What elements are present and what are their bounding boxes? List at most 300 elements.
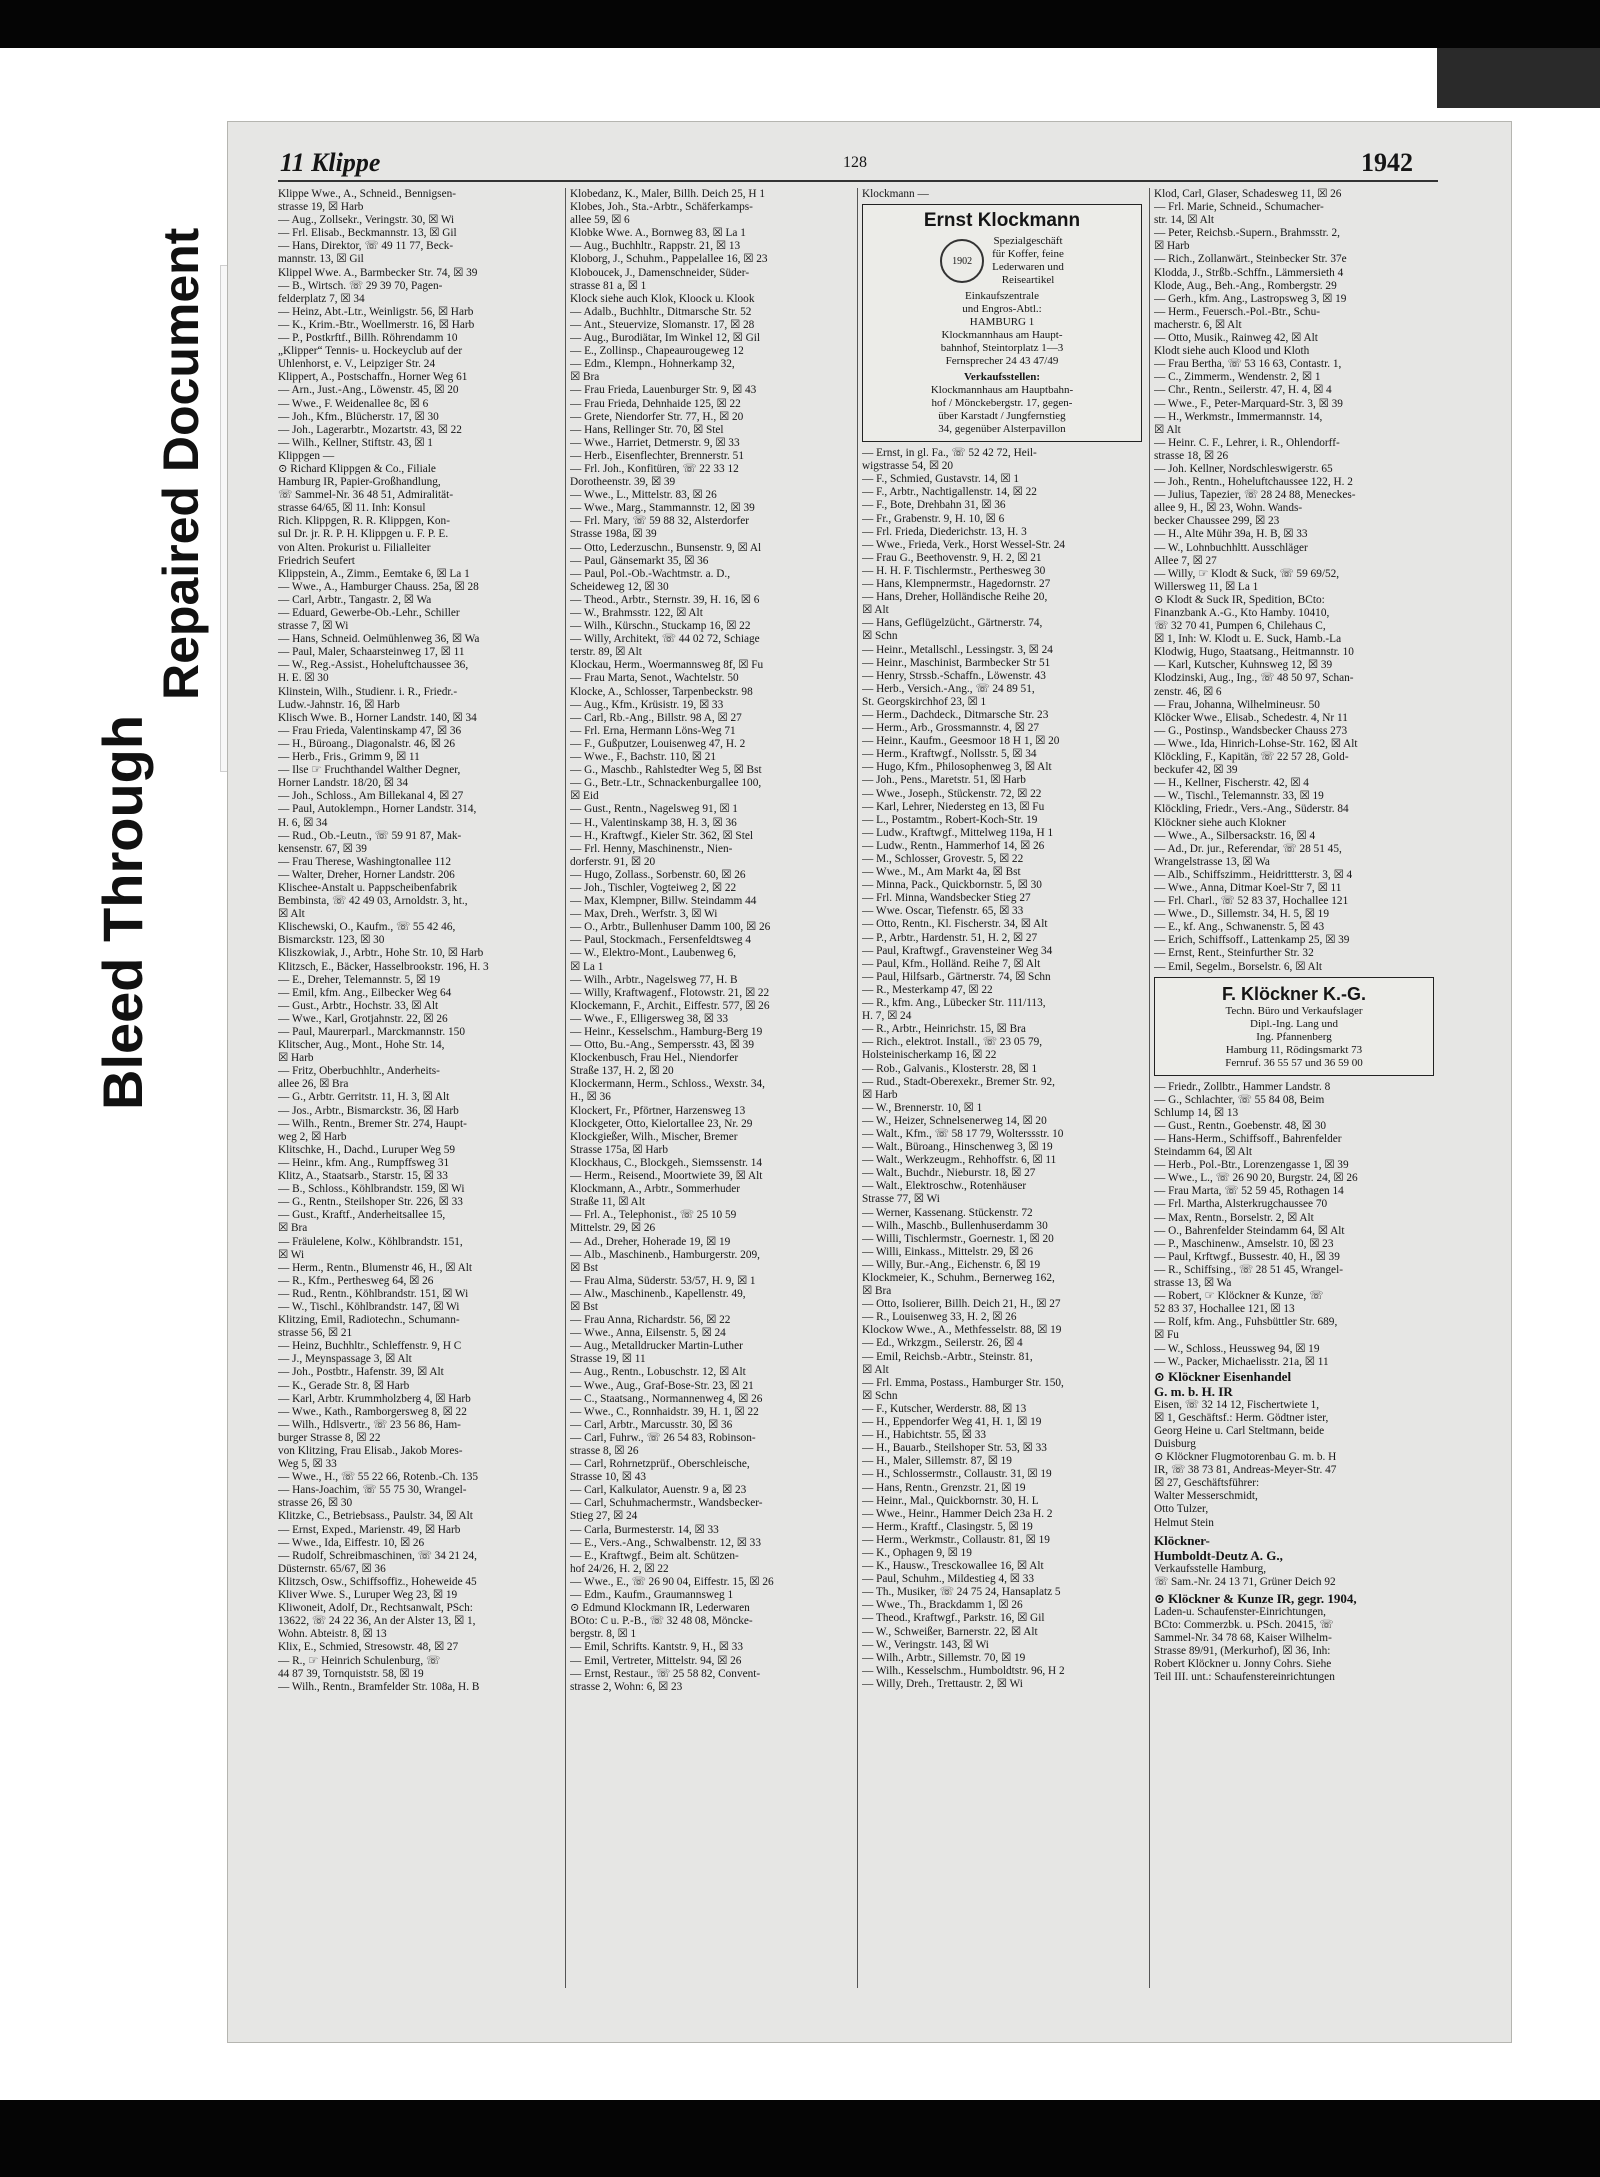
directory-entry: — Wwe., Th., Brackdamm 1, ☒ 26 <box>862 1599 1023 1612</box>
directory-entry: — Paul, Schuhm., Mildestieg 4, ☒ 33 <box>862 1573 1035 1586</box>
directory-entry: — Eduard, Gewerbe-Ob.-Lehr., Schiller <box>278 607 460 619</box>
seal-year: 1902 <box>952 255 973 267</box>
directory-entry: Klitscher, Aug., Mont., Hohe Str. 14, <box>278 1039 445 1052</box>
directory-entry: — Frl. Elisab., Beckmannstr. 13, ☒ Gil <box>278 227 457 240</box>
column-2 <box>570 188 850 1694</box>
directory-entry: — Hans-Herm., Schiffsoff., Bahrenfelder <box>1154 1133 1342 1145</box>
directory-entry: Klitzke, C., Betriebsass., Paulstr. 34, ☒ Alt <box>278 1510 473 1523</box>
directory-entry: Kliver Wwe. S., Luruper Weg 23, ☒ 19 <box>278 1589 458 1602</box>
directory-entry: weg 2, ☒ Harb <box>278 1130 347 1143</box>
directory-entry: macherstr. 6, ☒ Alt <box>1154 318 1242 331</box>
directory-entry: — E., Zollinsp., Chapeaurougeweg 12 <box>570 345 744 358</box>
directory-entry: — Herm., Kraftf., Clasingstr. 5, ☒ 19 <box>862 1520 1033 1533</box>
directory-entry: Klodzinski, Aug., Ing., ☏ 48 50 97, Schan- <box>1154 672 1354 685</box>
directory-entry: zenstr. 46, ☒ 6 <box>1154 685 1222 698</box>
ad-line: 34, gegenüber Alsterpavillon <box>938 423 1066 436</box>
directory-entry: Klitzing, Emil, Radiotechn., Schumann- <box>278 1314 460 1327</box>
directory-entry: — Heinr., Maschinist, Barmbecker Str 51 <box>862 656 1051 669</box>
directory-entry: — Walt., Werkzeugm., Rehhoffstr. 6, ☒ 11 <box>862 1154 1057 1167</box>
directory-entry: — Rob., Galvanis., Klosterstr. 28, ☒ 1 <box>862 1062 1038 1075</box>
directory-entry: — Heinr., Metallschl., Lessingstr. 3, ☒ 24 <box>862 643 1053 656</box>
directory-entry: — W., Heizer, Schnelsenerweg 14, ☒ 20 <box>862 1114 1047 1127</box>
directory-entry: — Karl, Arbtr. Krummholzberg 4, ☒ Harb <box>278 1392 471 1405</box>
ad-line: Fernruf. 36 55 57 und 36 59 00 <box>1225 1056 1363 1069</box>
directory-entry: — Walt., Buchdr., Nieburstr. 18, ☒ 27 <box>862 1167 1036 1180</box>
directory-entry: — O., Bahrenfelder Steindamm 64, ☒ Alt <box>1154 1224 1345 1237</box>
directory-entry: ☒ Alt <box>862 1363 889 1376</box>
directory-entry: ☒ Bra <box>570 371 600 384</box>
directory-entry: ☒ Schn <box>862 1389 898 1402</box>
directory-entry: Klitz, A., Staatsarb., Starstr. 15, ☒ 33 <box>278 1170 448 1183</box>
ad-line: Ing. Pfannenberg <box>1256 1030 1332 1043</box>
directory-entry: — Max, Dreh., Werfstr. 3, ☒ Wi <box>570 908 718 921</box>
directory-entry: — Willy, Kraftwagenf., Flotowstr. 21, ☒ 22 <box>570 986 770 999</box>
directory-entry: — Ant., Steuervize, Slomanstr. 17, ☒ 28 <box>570 318 755 331</box>
directory-entry: H. 6, ☒ 34 <box>278 816 328 829</box>
ad-sales-title: Verkaufsstellen: <box>964 371 1040 384</box>
directory-entry: — P., Maschinenw., Amselstr. 10, ☒ 23 <box>1154 1237 1334 1250</box>
directory-entry: — H., Maler, Sillemstr. 87, ☒ 19 <box>862 1455 1012 1468</box>
directory-entry: — W., Veringstr. 143, ☒ Wi <box>862 1638 989 1651</box>
directory-entry: Ludw.-Jahnstr. 16, ☒ Harb <box>278 698 400 711</box>
ad-description <box>992 235 1064 287</box>
directory-entry: — Peter, Reichsb.-Supern., Brahmsstr. 2, <box>1154 227 1340 240</box>
directory-page <box>228 122 1511 2042</box>
directory-entry: Kloboucek, J., Damenschneider, Süder- <box>570 266 750 279</box>
ad-line: Spezialgeschäft <box>993 235 1063 248</box>
directory-entry: ☒ 1, Inh: W. Klodt u. E. Suck, Hamb.-La <box>1154 633 1342 646</box>
directory-entry: ☒ Alt <box>862 604 889 617</box>
directory-entry: — Carl, Rb.-Ang., Billstr. 98 A, ☒ 27 <box>570 711 742 724</box>
directory-entry: ☒ 27, Geschäftsführer: <box>1154 1477 1260 1490</box>
directory-entry: — Th., Musiker, ☏ 24 75 24, Hansaplatz 5 <box>862 1586 1061 1599</box>
directory-entry: Klöckner siehe auch Klokner <box>1154 816 1287 829</box>
directory-entry: — Heinr., kfm. Ang., Rumpffsweg 31 <box>278 1156 450 1169</box>
directory-entry: — Herm., Werkmstr., Collaustr. 81, ☒ 19 <box>862 1533 1050 1546</box>
directory-entry: Klischewski, O., Kaufm., ☏ 55 42 46, <box>278 921 456 934</box>
directory-entry: — Joh. Kellner, Nordschleswigerstr. 65 <box>1154 462 1333 475</box>
directory-entry: — Wwe., Heinr., Hammer Deich 23a H. 2 <box>862 1507 1053 1520</box>
directory-entry: Klode, Aug., Beh.-Ang., Rombergstr. 29 <box>1154 279 1337 292</box>
directory-entry: ⊙ Edmund Klockmann IR, Lederwaren <box>570 1602 750 1615</box>
ad-line: HAMBURG 1 <box>969 316 1035 329</box>
directory-entry: — Emil, kfm. Ang., Eilbecker Weg 64 <box>278 986 452 999</box>
directory-entry: — G., Rentn., Steilshoper Str. 226, ☒ 33 <box>278 1196 463 1209</box>
directory-entry: — Julius, Tapezier, ☏ 28 24 88, Meneckes- <box>1154 489 1356 502</box>
scan-top-border <box>0 0 1600 48</box>
directory-entry: — H. H. F. Tischlermstr., Perthesweg 30 <box>862 564 1046 577</box>
directory-entry: ☒ Harb <box>862 1088 898 1101</box>
directory-entry: — W., Schloss., Heussweg 94, ☒ 19 <box>1154 1342 1320 1355</box>
directory-entry: Wrangelstrasse 13, ☒ Wa <box>1154 855 1270 868</box>
directory-entry: — Wwe., Aug., Graf-Bose-Str. 23, ☒ 21 <box>570 1379 754 1392</box>
entry-heading: Klöckner- <box>1154 1532 1210 1548</box>
directory-entry: — O., Arbtr., Bullenhuser Damm 100, ☒ 26 <box>570 921 771 934</box>
directory-entry: — H., Kraftwgf., Kieler Str. 362, ☒ Stel <box>570 829 754 842</box>
directory-entry: H., ☒ 36 <box>570 1091 611 1104</box>
directory-entry: — Fritz, Oberbuchhltr., Anderheits- <box>278 1065 440 1078</box>
ad-title: F. Klöckner K.-G. <box>1221 983 1367 1004</box>
directory-entry: Laden-u. Schaufenster-Einrichtungen, <box>1154 1605 1326 1618</box>
directory-entry: — H., Schlossermstr., Collaustr. 31, ☒ 19 <box>862 1468 1052 1481</box>
directory-entry: Klockgießer, Wilh., Mischer, Bremer <box>570 1130 738 1143</box>
directory-entry: — Friedr., Zollbtr., Hammer Landstr. 8 <box>1154 1080 1331 1093</box>
directory-entry: — Rud., Stadt-Oberexekr., Bremer Str. 92, <box>862 1075 1055 1088</box>
directory-entry: — Werner, Kassenang. Stückenstr. 72 <box>862 1206 1033 1219</box>
directory-entry: Klockmeier, K., Schuhm., Bernerweg 162, <box>862 1272 1055 1284</box>
directory-entry: — Wwe., Frieda, Verk., Horst Wessel-Str. 24 <box>862 538 1066 551</box>
directory-entry: — K., Krim.-Btr., Woellmerstr. 16, ☒ Harb <box>278 318 475 331</box>
directory-entry: — Willy, Architekt, ☏ 44 02 72, Schiage <box>570 633 760 646</box>
directory-entry: hof 24/26, H. 2, ☒ 22 <box>570 1562 669 1575</box>
directory-entry: — Joh., Schloss., Am Billekanal 4, ☒ 27 <box>278 790 464 803</box>
directory-entry: — Wilh., Rentn., Bramfelder Str. 108a, H. B <box>278 1680 480 1693</box>
directory-entry: Duisburg <box>1154 1437 1196 1450</box>
directory-entry: Klischee-Anstalt u. Pappscheibenfabrik <box>278 881 458 894</box>
directory-entry: — Aug., Buchhltr., Rappstr. 21, ☒ 13 <box>570 240 741 253</box>
directory-entry: — H., Valentinskamp 38, H. 3, ☒ 36 <box>570 816 737 829</box>
directory-entry: — Carl, Arbtr., Marcusstr. 30, ☒ 36 <box>570 1418 733 1431</box>
directory-entry: — Hans, Klempnermstr., Hagedornstr. 27 <box>862 578 1051 591</box>
directory-entry: Klodt siehe auch Klood und Kloth <box>1154 345 1310 358</box>
directory-entry: Klippert, A., Postschaffn., Horner Weg 61 <box>278 371 468 384</box>
directory-entry: Robert Klöckner u. Jonny Cohrs. Siehe <box>1154 1658 1332 1671</box>
directory-entry: — W., Tischl., Telemannstr. 33, ☒ 19 <box>1154 790 1324 803</box>
directory-entry: St. Georgskirchhof 23, ☒ 1 <box>862 695 987 708</box>
directory-entry: Klix, E., Schmied, Stresowstr. 48, ☒ 27 <box>278 1641 459 1654</box>
directory-entry: — Emil, Vertreter, Mittelstr. 94, ☒ 26 <box>570 1654 742 1667</box>
directory-entry: — Wwe., Marg., Stammannstr. 12, ☒ 39 <box>570 502 755 515</box>
directory-entry: — Otto, Rentn., Kl. Fischerstr. 34, ☒ Alt <box>862 918 1048 931</box>
directory-entry: — Alb., Maschinenb., Hamburgerstr. 209, <box>570 1248 760 1261</box>
directory-entry: — Frau Frieda, Lauenburger Str. 9, ☒ 43 <box>570 384 757 397</box>
directory-entry: — Wilh., Maschb., Bullenhuserdamm 30 <box>862 1219 1048 1232</box>
directory-entry: — Paul, Kraftwgf., Gravensteiner Weg 34 <box>862 944 1053 957</box>
directory-entry: — Herm., Feuersch.-Pol.-Btr., Schu- <box>1154 305 1320 318</box>
directory-entry: Kliwoneit, Adolf, Dr., Rechtsanwalt, PSch: <box>278 1602 473 1615</box>
directory-entry: Klippstein, A., Zimm., Eemtake 6, ☒ La 1 <box>278 567 470 580</box>
directory-entry: allee 26, ☒ Bra <box>278 1078 349 1091</box>
directory-entry: Stieg 27, ☒ 24 <box>570 1510 638 1523</box>
directory-entry: — W., Brahmsstr. 122, ☒ Alt <box>570 607 703 619</box>
directory-entry: — C., Staatsang., Normannenweg 4, ☒ 26 <box>570 1392 763 1405</box>
directory-entry: Klöckling, F., Kapitän, ☏ 22 57 28, Gold- <box>1154 751 1349 764</box>
directory-entry: — Joh., Tischler, Vogteiweg 2, ☒ 22 <box>570 881 737 894</box>
directory-entry: — Carl, Rohrnetzprüf., Oberschleische, <box>570 1458 750 1471</box>
directory-entry: — W., Lohnbuchhltt. Ausschläger <box>1154 541 1308 554</box>
directory-entry: Klodwig, Hugo, Staatsang., Heitmannstr. 10 <box>1154 646 1354 659</box>
directory-entry: — Alw., Maschinenb., Kapellenstr. 49, <box>570 1287 746 1300</box>
directory-entry: 52 83 37, Hochallee 121, ☒ 13 <box>1154 1303 1295 1316</box>
directory-entry: — F., Schmied, Gustavstr. 14, ☒ 1 <box>862 473 1020 486</box>
directory-entry: — W., Tischl., Köhlbrandstr. 147, ☒ Wi <box>278 1300 460 1313</box>
directory-entry: Helmut Stein <box>1154 1516 1214 1529</box>
directory-entry: — Wilh., Arbtr., Sillemstr. 70, ☒ 19 <box>862 1651 1026 1664</box>
directory-entry: — G., Betr.-Ltr., Schnackenburgallee 100, <box>570 777 762 790</box>
directory-entry: Walter Messerschmidt, <box>1154 1490 1258 1503</box>
directory-entry: — Rud., Rentn., Köhlbrandstr. 151, ☒ Wi <box>278 1287 469 1300</box>
directory-entry: — Hugo, Zollass., Sorbenstr. 60, ☒ 26 <box>570 868 746 881</box>
directory-entry: burger Strasse 8, ☒ 22 <box>278 1431 381 1444</box>
directory-entry: strasse 18, ☒ 26 <box>1154 449 1229 462</box>
directory-entry: strasse 26, ☒ 30 <box>278 1497 353 1510</box>
directory-entry: — Joh., Postbtr., Hafenstr. 39, ☒ Alt <box>278 1366 444 1379</box>
directory-entry: — Herm., Kraftwgf., Nollsstr. 5, ☒ 34 <box>862 748 1037 761</box>
directory-entry: — Ludw., Kraftwgf., Mittelweg 119a, H 1 <box>862 826 1054 839</box>
directory-entry: ☒ Bra <box>862 1285 892 1298</box>
directory-entry: — Ed., Wrkzgm., Seilerstr. 26, ☒ 4 <box>862 1337 1023 1350</box>
directory-entry: — Wwe., F., Bachstr. 110, ☒ 21 <box>570 751 717 764</box>
directory-entry: — Fr., Grabenstr. 9, H. 10, ☒ 6 <box>862 512 1005 525</box>
directory-entry: — Wwe., Ida, Eiffestr. 10, ☒ 26 <box>278 1536 425 1549</box>
directory-entry: ⊙ Klodt & Suck IR, Spedition, BCto: <box>1154 593 1325 606</box>
directory-entry: Georg Heine u. Carl Steltmann, beide <box>1154 1424 1325 1437</box>
directory-entry: — Ad., Dreher, Hoherade 19, ☒ 19 <box>570 1235 731 1248</box>
directory-entry: Sammel-Nr. 34 78 68, Kaiser Wilhelm- <box>1154 1632 1332 1644</box>
directory-entry: Weg 5, ☒ 33 <box>278 1458 337 1471</box>
directory-entry: Allee 7, ☒ 27 <box>1154 554 1217 567</box>
directory-entry: — Frau G., Beethovenstr. 9, H. 2, ☒ 21 <box>862 551 1042 564</box>
directory-entry: — R., Mesterkamp 47, ☒ 22 <box>862 983 993 996</box>
directory-entry: — Wwe., Anna, Ditmar Koel-Str 7, ☒ 11 <box>1154 881 1342 894</box>
directory-entry: — Herm., Dachdeck., Ditmarsche Str. 23 <box>862 708 1049 721</box>
directory-entry: ☒ Fu <box>1154 1329 1179 1342</box>
directory-entry: von Klitzing, Frau Elisab., Jakob Mores- <box>278 1445 463 1457</box>
directory-entry: — Otto, Musik., Rainweg 42, ☒ Alt <box>1154 332 1318 345</box>
directory-entry: Klisch Wwe. B., Horner Landstr. 140, ☒ 34 <box>278 711 477 724</box>
directory-entry: — Wwe., L., ☏ 26 90 20, Burgstr. 24, ☒ 26 <box>1154 1172 1358 1185</box>
directory-entry: — Paul, Kfm., Holländ. Reihe 7, ☒ Alt <box>862 957 1041 970</box>
directory-entry: ☒ La 1 <box>570 960 604 973</box>
directory-entry: — M., Schlosser, Grovestr. 5, ☒ 22 <box>862 853 1024 865</box>
directory-entry: — Wwe. Oscar, Tiefenstr. 65, ☒ 33 <box>862 905 1024 918</box>
directory-entry: — Gust., Arbtr., Hochstr. 33, ☒ Alt <box>278 999 439 1012</box>
directory-entry: — Carla, Burmesterstr. 14, ☒ 33 <box>570 1523 719 1536</box>
directory-entry: — Herm., Rentn., Blumenstr 46, H., ☒ Alt <box>278 1261 473 1274</box>
directory-entry: — Wwe., C., Ronnhaidstr. 39, H. 1, ☒ 22 <box>570 1405 759 1418</box>
directory-entry: Straße 11, ☒ Alt <box>570 1196 645 1209</box>
directory-entry: — H., Bauarb., Steilshoper Str. 53, ☒ 33 <box>862 1442 1047 1455</box>
directory-entry: — Heinz, Abt.-Ltr., Weinligstr. 56, ☒ Harb <box>278 305 474 318</box>
directory-entry: — Rolf, kfm. Ang., Fuhsbüttler Str. 689, <box>1154 1316 1338 1329</box>
directory-entry: — Herb., Eisenflechter, Brennerstr. 51 <box>570 449 744 462</box>
ad-line: Fernsprecher 24 43 47/49 <box>945 355 1059 368</box>
directory-entry: — Frl. Emma, Postass., Hamburger Str. 150, <box>862 1376 1064 1389</box>
directory-entry: — Paul, Autoklempn., Horner Landstr. 314, <box>278 803 477 816</box>
directory-entry: strasse 13, ☒ Wa <box>1154 1277 1232 1290</box>
directory-entry: — Herb., Fris., Grimm 9, ☒ 11 <box>278 751 420 764</box>
directory-entry: — Wwe., F., Elligersweg 38, ☒ 33 <box>570 1012 729 1025</box>
directory-entry: — Karl, Lehrer, Niedersteg en 13, ☒ Fu <box>862 800 1045 813</box>
directory-entry: — Theod., Arbtr., Sternstr. 39, H. 16, ☒ 6 <box>570 593 760 606</box>
directory-entry: — Hans, Rellinger Str. 70, ☒ Stel <box>570 423 724 436</box>
directory-entry: — Gerh., kfm. Ang., Lastropsweg 3, ☒ 19 <box>1154 292 1347 305</box>
directory-entry: — Wwe., Joseph., Stückenstr. 72, ☒ 22 <box>862 787 1042 800</box>
directory-entry: von Alten. Prokurist u. Filialleiter <box>278 541 431 554</box>
directory-entry: Klobke Wwe. A., Bornweg 83, ☒ La 1 <box>570 227 746 240</box>
directory-entry: — Wilh., Arbtr., Nagelsweg 77, H. B <box>570 973 738 986</box>
directory-entry: — J., Meynspassage 3, ☒ Alt <box>278 1353 412 1366</box>
directory-entry: Bismarckstr. 123, ☒ 30 <box>278 934 385 947</box>
directory-entry: — Hans, Schneid. Oelmühlenweg 36, ☒ Wa <box>278 633 480 646</box>
header-section-title: 11 Klippe <box>280 148 381 177</box>
directory-entry: — Heinr., Kaufm., Geesmoor 18 H 1, ☒ 20 <box>862 735 1060 748</box>
directory-entry: — Wwe., M., Am Markt 4a, ☒ Bst <box>862 866 1021 879</box>
directory-entry: Kloborg, J., Schuhm., Pappelallee 16, ☒ 23 <box>570 253 768 266</box>
directory-entry: — Hans, Dreher, Holländische Reihe 20, <box>862 591 1048 604</box>
directory-entry: Straße 137, H. 2, ☒ 20 <box>570 1065 674 1078</box>
directory-entry: — Frl. Martha, Alsterkrugchaussee 70 <box>1154 1198 1328 1211</box>
seal-icon <box>940 239 984 283</box>
directory-entry: — Gust., Rentn., Nagelsweg 91, ☒ 1 <box>570 803 738 816</box>
directory-entry: — Max, Klempner, Billw. Steindamm 44 <box>570 895 757 908</box>
ad-line: Klockmannhaus am Hauptbahn- <box>930 384 1074 397</box>
directory-entry: — Aug., Zollsekr., Veringstr. 30, ☒ Wi <box>278 214 455 227</box>
directory-entry: allee 59, ☒ 6 <box>570 214 630 227</box>
column-divider <box>857 188 858 1988</box>
directory-entry: Klippe Wwe., A., Schneid., Bennigsen- <box>278 188 457 200</box>
directory-entry: Willersweg 11, ☒ La 1 <box>1154 580 1259 593</box>
directory-entry: Scheideweg 12, ☒ 30 <box>570 580 669 593</box>
directory-entry: strasse 8, ☒ 26 <box>570 1445 639 1457</box>
directory-entry: Steindamm 64, ☒ Alt <box>1154 1146 1252 1159</box>
directory-entry: — H., Eppendorfer Weg 41, H. 1, ☒ 19 <box>862 1416 1042 1429</box>
directory-entry: Klocke, A., Schlosser, Tarpenbeckstr. 98 <box>570 685 753 698</box>
directory-entry: ☒ Bst <box>570 1300 599 1313</box>
directory-entry: — B., Schloss., Köhlbrandstr. 159, ☒ Wi <box>278 1183 465 1196</box>
directory-entry: Hamburg IR, Papier-Großhandlung, <box>278 476 441 489</box>
directory-entry: Strasse 19, ☒ 11 <box>570 1353 646 1366</box>
directory-entry: Klitzsch, E., Bäcker, Hasselbrookstr. 196, H. 3 <box>278 960 489 973</box>
directory-entry: — Paul, Maler, Schaarsteinweg 17, ☒ 11 <box>278 646 465 659</box>
directory-entry: — Wwe., Ida, Hinrich-Lohse-Str. 162, ☒ Alt <box>1154 737 1358 750</box>
directory-entry: — Frau Alma, Süderstr. 53/57, H. 9, ☒ 1 <box>570 1274 756 1287</box>
column-1 <box>278 188 558 1694</box>
directory-entry: — Paul, Gänsemarkt 35, ☒ 36 <box>570 554 709 567</box>
directory-entry: — Carl, Arbtr., Tangastr. 2, ☒ Wa <box>278 593 432 606</box>
directory-entry: — E., Kraftwgf., Beim alt. Schützen- <box>570 1549 739 1562</box>
directory-entry: Klockhaus, C., Blockgeh., Siemssenstr. 14 <box>570 1156 763 1169</box>
directory-entry: — Frau Bertha, ☏ 53 16 63, Contastr. 1, <box>1154 358 1342 371</box>
ad-line: Einkaufszentrale <box>965 290 1039 303</box>
directory-entry: ⊙ Klöckner Flugmotorenbau G. m. b. H <box>1154 1451 1337 1464</box>
directory-entry: Strasse 89/91, (Merkurhof), ☒ 36, Inh: <box>1154 1645 1331 1658</box>
directory-entry: — Wilh., Kürschn., Stuckamp 16, ☒ 22 <box>570 620 751 633</box>
directory-entry: dorferstr. 91, ☒ 20 <box>570 855 656 868</box>
directory-entry: — Hans, Rentn., Grenzstr. 21, ☒ 19 <box>862 1481 1026 1494</box>
directory-entry: kensenstr. 67, ☒ 39 <box>278 842 367 855</box>
directory-entry: — Paul, Krftwgf., Bussestr. 40, H., ☒ 39 <box>1154 1250 1340 1263</box>
directory-entry: — E., Vers.-Ang., Schwalbenstr. 12, ☒ 33 <box>570 1536 761 1549</box>
directory-entry: Schlump 14, ☒ 13 <box>1154 1106 1239 1119</box>
directory-entry: allee 9, H., ☒ 23, Wohn. Wands- <box>1154 502 1303 515</box>
directory-entry: — Ernst, Exped., Marienstr. 49, ☒ Harb <box>278 1523 461 1536</box>
header-rule <box>278 180 1438 182</box>
directory-entry: Klockermann, Herm., Schloss., Wexstr. 34, <box>570 1078 765 1091</box>
directory-entry: ☒ Eid <box>570 790 599 803</box>
advertisement-f-kloeckner <box>1154 977 1434 1076</box>
directory-entry: — Arn., Just.-Ang., Löwenstr. 45, ☒ 20 <box>278 384 459 397</box>
directory-entry: — F., Gußputzer, Louisenweg 47, H. 2 <box>570 737 746 750</box>
directory-entry: — Frau Therese, Washingtonallee 112 <box>278 855 451 868</box>
directory-entry: — Otto, Lederzuschn., Bunsenstr. 9, ☒ Al <box>570 541 762 554</box>
directory-entry: Otto Tulzer, <box>1154 1503 1209 1516</box>
directory-entry: — R., Schiffsing., ☏ 28 51 45, Wrangel- <box>1154 1263 1343 1276</box>
directory-entry: Kliszkowiak, J., Arbtr., Hohe Str. 10, ☒ Harb <box>278 947 484 960</box>
directory-entry: — Robert, ☞ Klöckner & Kunze, ☏ <box>1154 1290 1324 1303</box>
directory-entry: — Wwe., F. Weidenallee 8c, ☒ 6 <box>278 397 429 410</box>
directory-entry: — W., Packer, Michaelisstr. 21a, ☒ 11 <box>1154 1355 1329 1368</box>
header-year: 1942 <box>1361 148 1413 177</box>
directory-entry: mannstr. 13, ☒ Gil <box>278 253 364 266</box>
directory-entry: — G., Maschb., Rahlstedter Weg 5, ☒ Bst <box>570 764 762 777</box>
directory-entry: — Minna, Pack., Quickbornstr. 5, ☒ 30 <box>862 879 1042 892</box>
directory-entry: Klodda, J., Strßb.-Schffn., Lämmersieth 4 <box>1154 266 1344 279</box>
directory-entry: — Aug., Kfm., Krüsistr. 19, ☒ 33 <box>570 698 724 711</box>
directory-entry: — Joh., Rentn., Hoheluftchaussee 122, H. 2 <box>1154 476 1353 489</box>
ad-line: bahnhof, Steintorplatz 1—3 <box>940 342 1064 355</box>
directory-entry: — C., Zimmerm., Wendenstr. 2, ☒ 1 <box>1154 371 1321 384</box>
directory-entry: — Hugo, Kfm., Philosophenweg 3, ☒ Alt <box>862 761 1052 774</box>
directory-entry: Klockemann, F., Archit., Eiffestr. 577, ☒ 26 <box>570 999 770 1012</box>
side-label-panel <box>60 110 230 1110</box>
directory-entry: Strasse 10, ☒ 43 <box>570 1471 647 1484</box>
directory-entry: — Wwe., D., Sillemstr. 34, H. 5, ☒ 19 <box>1154 908 1329 921</box>
directory-entry: — Rich., Zollanwärt., Steinbecker Str. 37e <box>1154 253 1347 266</box>
directory-entry: — Frl. Charl., ☏ 52 83 37, Hochallee 121 <box>1154 895 1349 908</box>
directory-entry: ☒ 1, Geschäftsf.: Herm. Gödtner ister, <box>1154 1411 1329 1424</box>
directory-entry: H. E. ☒ 30 <box>278 672 329 685</box>
directory-entry: — Emil, Schrifts. Kantstr. 9, H., ☒ 33 <box>570 1641 743 1654</box>
ad-line: Reiseartikel <box>1001 274 1055 287</box>
ad-title: Ernst Klockmann <box>923 210 1081 232</box>
directory-entry: — Heinz, Buchhltr., Schleffenstr. 9, H C <box>278 1340 462 1353</box>
directory-entry: Klockgeter, Otto, Kielortallee 23, Nr. 29 <box>570 1117 753 1130</box>
directory-entry: — Grete, Niendorfer Str. 77, H., ☒ 20 <box>570 410 744 423</box>
directory-entry: — Ernst, in gl. Fa., ☏ 52 42 72, Heil- <box>862 447 1037 460</box>
column-3 <box>862 188 1142 1691</box>
scan-corner-block <box>1437 48 1600 108</box>
directory-entry: Strasse 77, ☒ Wi <box>862 1193 940 1206</box>
label-bleed-through: Bleed Through <box>91 714 154 1110</box>
ad-line: Klockmannhaus am Haupt- <box>941 329 1063 342</box>
directory-entry: 13622, ☏ 24 22 36, An der Alster 13, ☒ 1, <box>278 1615 476 1628</box>
directory-entry: — Otto, Bu.-Ang., Sempersstr. 43, ☒ 39 <box>570 1039 754 1052</box>
page-header <box>278 142 1438 182</box>
directory-entry: — Joh., Kfm., Blücherstr. 17, ☒ 30 <box>278 410 439 423</box>
directory-entry: BOto: C u. P.-B., ☏ 32 48 08, Möncke- <box>570 1615 753 1628</box>
directory-entry: — P., Arbtr., Hardenstr. 51, H. 2, ☒ 27 <box>862 931 1038 944</box>
directory-entry: — H., Büroang., Diagonalstr. 46, ☒ 26 <box>278 737 456 750</box>
directory-entry: — Joh., Lagerarbtr., Mozartstr. 43, ☒ 22 <box>278 423 462 436</box>
ad-contact <box>869 290 1135 368</box>
directory-entry: — Heinr., Kesselschm., Hamburg-Berg 19 <box>570 1026 763 1038</box>
directory-entry: — Walt., Elektroschw., Rotenhäuser <box>862 1180 1027 1193</box>
directory-entry: Strasse 175a, ☒ Harb <box>570 1143 668 1156</box>
ad-line: Techn. Büro und Verkaufslager <box>1225 1004 1363 1017</box>
directory-entry: Klockert, Fr., Pförtner, Harzensweg 13 <box>570 1104 746 1117</box>
directory-entry: — Wwe., Anna, Eilsenstr. 5, ☒ 24 <box>570 1327 726 1340</box>
directory-entry: — Paul, Stockmach., Fersenfeldtsweg 4 <box>570 934 752 947</box>
directory-entry: — H., Habichtstr. 55, ☒ 33 <box>862 1429 987 1442</box>
directory-entry: — Wwe., Karl, Grotjahnstr. 22, ☒ 26 <box>278 1012 448 1025</box>
directory-entry: — Carl, Schuhmachermstr., Wandsbecker- <box>570 1497 763 1510</box>
directory-entry: strasse 64/65, ☒ 11. Inh: Konsul <box>278 502 426 515</box>
entry-heading: G. m. b. H. IR <box>1154 1383 1233 1399</box>
directory-entry: Teil III. unt.: Schaufenstereinrichtungen <box>1154 1671 1335 1684</box>
directory-entry: — E., Dreher, Telemannstr. 5, ☒ 19 <box>278 973 441 986</box>
directory-entry: — F., Bote, Drehbahn 31, ☒ 36 <box>862 499 1006 512</box>
